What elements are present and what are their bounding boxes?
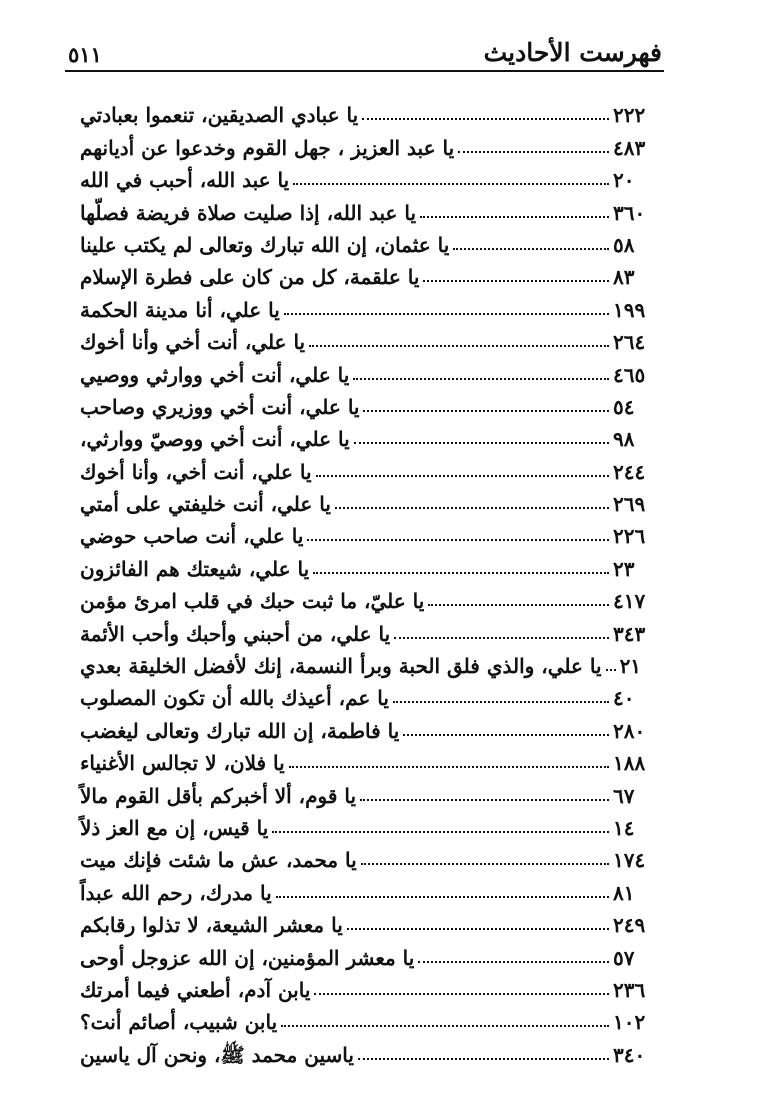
entry-page-number: ٢٦٩ — [613, 492, 646, 517]
entry-text: يا عبد الله، إذا صليت صلاة فريضة فصلّها — [80, 200, 417, 225]
entry-text: يا علي، من أحبني وأحبك وأحب الأئمة — [80, 621, 391, 646]
dot-leader — [284, 313, 609, 315]
dot-leader — [281, 1025, 609, 1027]
entry-page-number: ٢٣ — [613, 556, 635, 581]
entry-page-number: ٩٨ — [613, 427, 635, 452]
entry-text: يا علقمة، كل من كان على فطرة الإسلام — [80, 265, 420, 290]
dot-leader — [316, 475, 609, 477]
index-entry — [80, 320, 657, 355]
entry-text: يا علي، أنت خليفتي على أمتي — [80, 492, 331, 517]
entry-page-number: ١٤ — [613, 815, 635, 840]
header-rule — [65, 70, 664, 72]
dot-leader — [363, 410, 609, 412]
entry-text: يا عم، أعيذك بالله أن تكون المصلوب — [80, 686, 389, 711]
entry-text: يا علي، شيعتك هم الفائزون — [80, 556, 310, 581]
entry-page-number: ٤٦٥ — [613, 362, 646, 387]
entry-page-number: ٢٢٦ — [613, 524, 646, 549]
dot-leader — [353, 378, 609, 380]
entry-text: يا معشر المؤمنين، إن الله عزوجل أوحى — [80, 945, 415, 970]
dot-leader — [453, 248, 609, 250]
dot-leader — [309, 345, 609, 347]
index-entry — [80, 158, 657, 193]
dot-leader — [293, 183, 609, 185]
entry-text: يا علي، أنت أخي، وأنا أخوك — [80, 459, 312, 484]
entry-page-number: ٢٦٤ — [613, 330, 646, 355]
entry-text: يا عبادي الصديقين، تنعموا بعبادتي — [80, 103, 359, 128]
entry-page-number: ٥٨ — [613, 232, 635, 257]
index-entry — [80, 741, 657, 776]
entry-page-number: ٤٨٣ — [613, 135, 646, 160]
index-entry — [80, 838, 657, 873]
dot-leader — [289, 766, 609, 768]
dot-leader — [276, 896, 609, 898]
page-header — [0, 0, 772, 80]
dot-leader — [335, 507, 609, 509]
dot-leader — [361, 863, 609, 865]
index-entry — [80, 482, 657, 517]
dot-leader — [360, 799, 609, 801]
entry-text: يابن آدم، أطعني فيما أمرتك — [80, 977, 311, 1002]
entry-page-number: ١٨٨ — [613, 751, 646, 776]
hadith-index-list — [80, 93, 657, 1065]
index-entry — [80, 676, 657, 711]
dot-leader — [354, 442, 609, 444]
index-entry — [80, 903, 657, 938]
entry-page-number: ٢١ — [619, 654, 642, 679]
entry-text: ياسين محمد ﷺ، ونحن آل ياسين — [80, 1042, 354, 1067]
entry-page-number: ٢٤٩ — [613, 913, 646, 938]
index-entry — [80, 870, 657, 905]
index-entry — [80, 806, 657, 838]
index-entry — [80, 125, 657, 160]
dot-leader — [347, 928, 609, 930]
entry-text: يا قوم، ألا أخبركم بأقل القوم مالاً — [80, 783, 357, 808]
entry-page-number: ٣٤٣ — [613, 621, 646, 646]
dot-leader — [423, 280, 609, 282]
entry-page-number: ٥٧ — [613, 945, 635, 970]
index-entry — [80, 190, 657, 225]
entry-page-number: ٥٤ — [613, 394, 635, 419]
index-entry — [80, 708, 657, 743]
index-entry — [80, 449, 657, 484]
page-number: ٥١١ — [68, 42, 102, 67]
index-entry — [80, 1000, 657, 1035]
entry-page-number: ٤١٧ — [613, 589, 646, 614]
dot-leader — [428, 604, 609, 606]
entry-page-number: ٢٠ — [613, 168, 635, 193]
index-entry — [80, 968, 657, 1000]
entry-text: يا علي، أنت أخي ووزيري وصاحب — [80, 394, 360, 419]
entry-text: يا علي، أنت أخي ووارثي ووصيي — [80, 362, 350, 387]
dot-leader — [358, 1058, 609, 1060]
entry-text: يا فاطمة، إن الله تبارك وتعالى ليغضب — [80, 718, 400, 743]
index-entry — [80, 1032, 657, 1067]
entry-page-number: ٣٤٠ — [613, 1042, 646, 1067]
entry-page-number: ٤٠ — [613, 686, 635, 711]
index-entry — [80, 514, 657, 549]
entry-text: يابن شبيب، أصائم أنت؟ — [80, 1010, 278, 1035]
index-entry — [80, 773, 657, 808]
dot-leader — [314, 993, 609, 995]
entry-text: يا علي، أنت أخي وأنا أخوك — [80, 330, 306, 355]
dot-leader — [418, 961, 609, 963]
dot-leader — [420, 216, 609, 218]
entry-text: يا علي، أنا مدينة الحكمة — [80, 297, 280, 322]
dot-leader — [272, 831, 609, 833]
entry-page-number: ١٠٢ — [613, 1010, 646, 1035]
entry-page-number: ٢٢٢ — [613, 103, 646, 128]
entry-text: يا معشر الشيعة، لا تذلوا رقابكم — [80, 913, 343, 938]
entry-page-number: ١٧٤ — [613, 848, 646, 873]
dot-leader — [362, 118, 609, 120]
entry-text: يا عبد العزيز ، جهل القوم وخدعوا عن أديانهم — [80, 135, 455, 160]
index-entry — [80, 255, 657, 290]
entry-page-number: ٢٨٠ — [613, 718, 646, 743]
dot-leader — [313, 572, 609, 574]
entry-text: يا محمد، عش ما شئت فإنك ميت — [80, 848, 357, 873]
index-entry — [80, 546, 657, 581]
entry-text: يا علي، أنت أخي ووصيّ ووارثي، — [80, 427, 350, 452]
index-entry — [80, 579, 657, 614]
entry-text: يا علي، والذي فلق الحبة وبرأ النسمة، إنك لأفضل الخليقة بعدي — [80, 654, 602, 679]
index-entry — [80, 352, 657, 387]
entry-page-number: ٢٤٤ — [613, 459, 646, 484]
entry-text: يا علي، أنت صاحب حوضي — [80, 524, 304, 549]
entry-text: يا عليّ، ما ثبت حبك في قلب امرئ مؤمن — [80, 589, 425, 614]
entry-page-number: ١٩٩ — [613, 297, 646, 322]
index-entry — [80, 385, 657, 417]
entry-page-number: ٢٣٦ — [613, 977, 646, 1002]
entry-text: يا فلان، لا تجالس الأغنياء — [80, 751, 285, 776]
running-title: فهرست الأحاديث — [483, 38, 662, 67]
entry-text: يا قيس، إن مع العز ذلاً — [80, 815, 269, 840]
dot-leader — [307, 539, 609, 541]
index-entry — [80, 644, 657, 679]
entry-text: يا مدرك، رحم الله عبداً — [80, 880, 272, 905]
index-entry — [80, 417, 657, 452]
index-entry — [80, 611, 657, 646]
entry-page-number: ٣٦٠ — [613, 200, 646, 225]
entry-page-number: ٨٣ — [613, 265, 635, 290]
entry-text: يا عثمان، إن الله تبارك وتعالى لم يكتب علينا — [80, 232, 450, 257]
entry-page-number: ٨١ — [613, 880, 635, 905]
dot-leader — [393, 701, 609, 703]
dot-leader — [606, 669, 616, 671]
entry-text: يا عبد الله، أحبب في الله — [80, 168, 290, 193]
index-entry — [80, 93, 657, 128]
entry-page-number: ٦٧ — [613, 783, 635, 808]
dot-leader — [403, 734, 609, 736]
index-entry — [80, 223, 657, 255]
dot-leader — [394, 637, 609, 639]
dot-leader — [458, 151, 609, 153]
index-entry — [80, 935, 657, 970]
index-entry — [80, 287, 657, 322]
